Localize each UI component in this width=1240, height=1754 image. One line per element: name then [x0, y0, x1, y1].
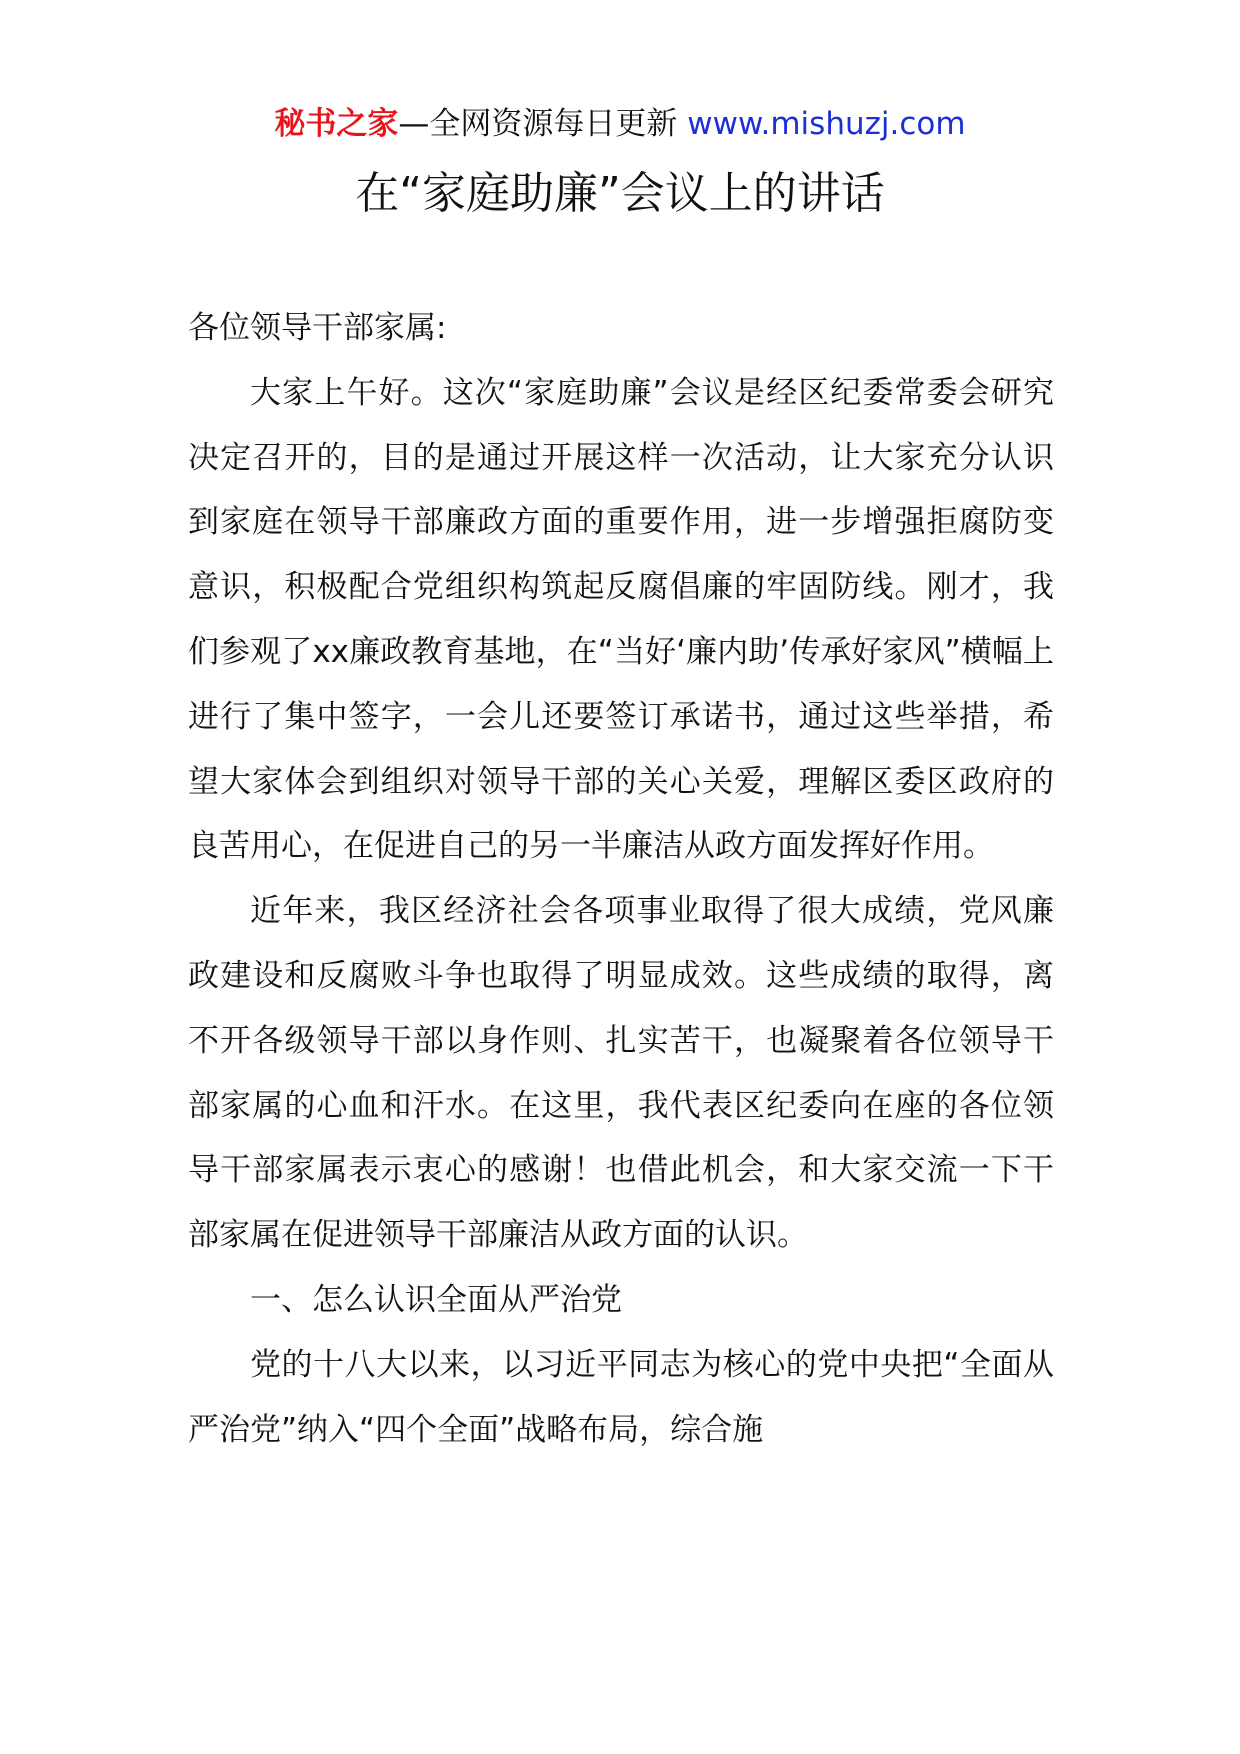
header-tagline: —全网资源每日更新	[398, 106, 688, 142]
salutation: 各位领导干部家属:	[188, 310, 447, 346]
body-paragraph: 近年来，我区经济社会各项事业取得了很大成绩，党风廉政建设和反腐败斗争也取得了明显成效。这些成绩的取得，离不开各级领导干部以身作则、扎实苦干，也凝聚着各位领导干部家属的心血和汗水。在这里，我代表区纪委向在座的各位领导干部家属表示衷心的感谢！也借此机会，和大家交流一下干部家属在促进领导干部廉洁从政方面的认识。	[188, 893, 1054, 1254]
site-url-link[interactable]: www.mishuzj.com	[687, 106, 966, 142]
document-title: 在“家庭助廉”会议上的讲话	[355, 168, 885, 219]
brand-name: 秘书之家	[274, 106, 399, 142]
section-heading: 一、怎么认识全面从严治党	[250, 1281, 622, 1318]
site-header	[0, 100, 1240, 148]
document-body	[188, 296, 1054, 1462]
body-paragraph: 党的十八大以来，以习近平同志为核心的党中央把“全面从严治党”纳入“四个全面”战略布局，综合施	[188, 1346, 1054, 1448]
body-paragraph: 大家上午好。这次“家庭助廉”会议是经区纪委常委会研究决定召开的，目的是通过开展这样一次活动，让大家充分认识到家庭在领导干部廉政方面的重要作用，进一步增强拒腐防变意识，积极配合党组织构筑起反腐倡廉的牢固防线。刚才，我们参观了xx廉政教育基地，在“当好‘廉内助’传承好家风”横幅上进行了集中签字，一会儿还要签订承诺书，通过这些举措，希望大家体会到组织对领导干部的关心关爱，理解区委区政府的良苦用心，在促进自己的另一半廉洁从政方面发挥好作用。	[188, 374, 1054, 865]
